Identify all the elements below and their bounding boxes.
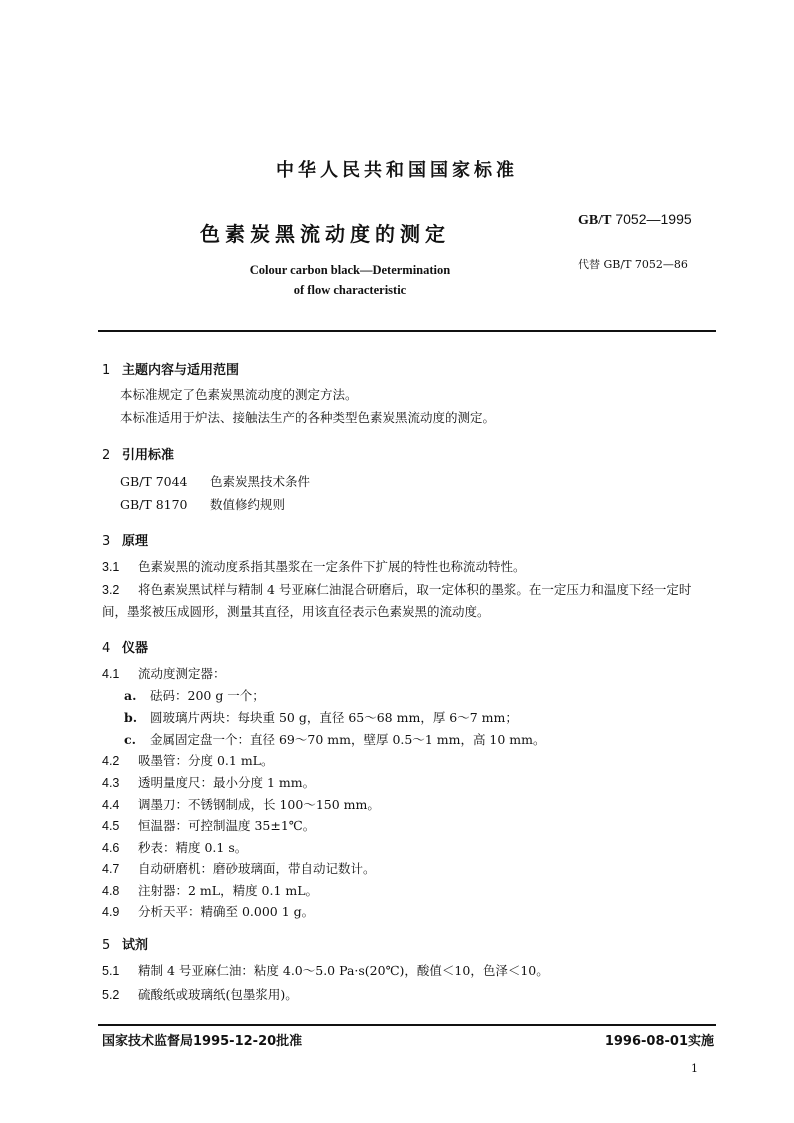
- clause-number: 4.2: [102, 754, 120, 768]
- clause-4-7: [102, 858, 376, 880]
- clause-text: 恒温器：可控制温度 35±1℃。: [138, 818, 316, 833]
- page-number: 1: [691, 1062, 698, 1075]
- reference-code: GB/T 7044: [120, 474, 188, 489]
- clause-text: 吸墨管：分度 0.1 mL。: [138, 753, 274, 768]
- replaces-standard: 代替 GB/T 7052—86: [578, 258, 688, 271]
- clause-number: 4.9: [102, 905, 120, 919]
- clause-text: 分析天平：精确至 0.000 1 g。: [138, 904, 315, 919]
- title-en-line-2: of flow characteristic: [293, 283, 407, 297]
- clause-4-3: [102, 772, 315, 794]
- section-number: 5: [102, 938, 111, 953]
- sub-item-label: c.: [124, 732, 136, 747]
- clause-4-8: [102, 880, 318, 902]
- reference-code: GB/T 8170: [120, 497, 188, 512]
- clause-4-6: [102, 837, 247, 859]
- section-title: 仪器: [122, 641, 149, 656]
- document-title-en: [160, 260, 540, 300]
- section-title: 试剂: [122, 938, 149, 953]
- section-1-para-1: 本标准规定了色素炭黑流动度的测定方法。: [120, 387, 358, 402]
- sub-item-b: [124, 707, 518, 728]
- reference-item: [120, 471, 310, 492]
- clause-4-5: [102, 815, 315, 837]
- section-number: 2: [102, 448, 111, 463]
- clause-text: 注射器：2 mL，精度 0.1 mL。: [138, 883, 319, 898]
- clause-text: 色素炭黑的流动度系指其墨浆在一定条件下扩展的特性也称流动特性。: [138, 559, 526, 574]
- effective-date: 1996-08-01实施: [604, 1034, 714, 1049]
- clause-number: 4.5: [102, 819, 120, 833]
- section-3-heading: [102, 530, 148, 549]
- sub-item-a: [124, 685, 265, 706]
- reference-name: 色素炭黑技术条件: [210, 474, 311, 489]
- clause-text: 精制 4 号亚麻仁油：粘度 4.0～5.0 Pa·s(20℃)，酸值＜10，色泽＜10。: [138, 963, 549, 978]
- clause-text: 自动研磨机：磨砂玻璃面，带自动记数计。: [138, 861, 376, 876]
- standard-prefix: GB/T: [578, 213, 612, 228]
- section-number: 1: [102, 363, 111, 378]
- footer-divider: [98, 1024, 716, 1026]
- clause-number: 4.8: [102, 884, 120, 898]
- document-title-cn: 色素炭黑流动度的测定: [200, 222, 450, 246]
- standard-code: 7052—1995: [615, 211, 692, 227]
- sub-item-c: [124, 729, 546, 750]
- clause-number: 3.1: [102, 560, 120, 574]
- clause-4-1: [102, 663, 226, 685]
- section-2-heading: [102, 444, 174, 463]
- national-standard-heading: 中华人民共和国国家标准: [276, 160, 518, 181]
- clause-3-1: [102, 556, 716, 578]
- section-1-para-2: 本标准适用于炉法、接触法生产的各种类型色素炭黑流动度的测定。: [120, 410, 496, 425]
- approval-date: 国家技术监督局1995-12-20批准: [102, 1034, 303, 1049]
- clause-number: 4.1: [102, 667, 120, 681]
- section-title: 主题内容与适用范围: [122, 363, 240, 378]
- title-en-line-1: Colour carbon black—Determination: [249, 263, 451, 277]
- reference-name: 数值修约规则: [210, 497, 286, 512]
- clause-number: 4.6: [102, 841, 120, 855]
- section-number: 4: [102, 641, 111, 656]
- clause-text: 将色素炭黑试样与精制 4 号亚麻仁油混合研磨后，取一定体积的墨浆。在一定压力和温度下经一定时间，墨浆被压成圆形，测量其直径，用该直径表示色素炭黑的流动度。: [102, 582, 692, 619]
- clause-4-9: [102, 901, 314, 923]
- clause-number: 4.4: [102, 798, 120, 812]
- clause-4-4: [102, 794, 380, 816]
- sub-item-label: b.: [124, 710, 138, 725]
- sub-item-text: 砝码：200 g 一个；: [150, 688, 265, 703]
- section-5-heading: [102, 934, 148, 953]
- sub-item-text: 金属固定盘一个：直径 69～70 mm，壁厚 0.5～1 mm，高 10 mm。: [150, 732, 546, 747]
- clause-number: 3.2: [102, 583, 120, 597]
- reference-item: [120, 494, 285, 515]
- clause-5-1: [102, 960, 549, 982]
- section-4-heading: [102, 637, 148, 656]
- clause-number: 5.2: [102, 988, 120, 1002]
- section-title: 引用标准: [122, 448, 175, 463]
- clause-text: 硫酸纸或玻璃纸(包墨浆用)。: [138, 987, 298, 1002]
- sub-item-label: a.: [124, 688, 137, 703]
- clause-number: 4.3: [102, 776, 120, 790]
- clause-3-2: [102, 579, 716, 623]
- clause-text: 调墨刀：不锈钢制成，长 100～150 mm。: [138, 797, 380, 812]
- clause-number: 4.7: [102, 862, 120, 876]
- clause-number: 5.1: [102, 964, 120, 978]
- section-number: 3: [102, 534, 111, 549]
- section-title: 原理: [122, 534, 149, 549]
- clause-5-2: [102, 984, 298, 1006]
- clause-text: 秒表：精度 0.1 s。: [138, 840, 248, 855]
- clause-text: 流动度测定器：: [138, 666, 226, 681]
- clause-text: 透明量度尺：最小分度 1 mm。: [138, 775, 316, 790]
- sub-item-text: 圆玻璃片两块：每块重 50 g，直径 65～68 mm，厚 6～7 mm；: [150, 710, 518, 725]
- header-divider: [98, 330, 716, 332]
- clause-4-2: [102, 750, 273, 772]
- section-1-heading: [102, 359, 239, 378]
- standard-number: [578, 211, 692, 229]
